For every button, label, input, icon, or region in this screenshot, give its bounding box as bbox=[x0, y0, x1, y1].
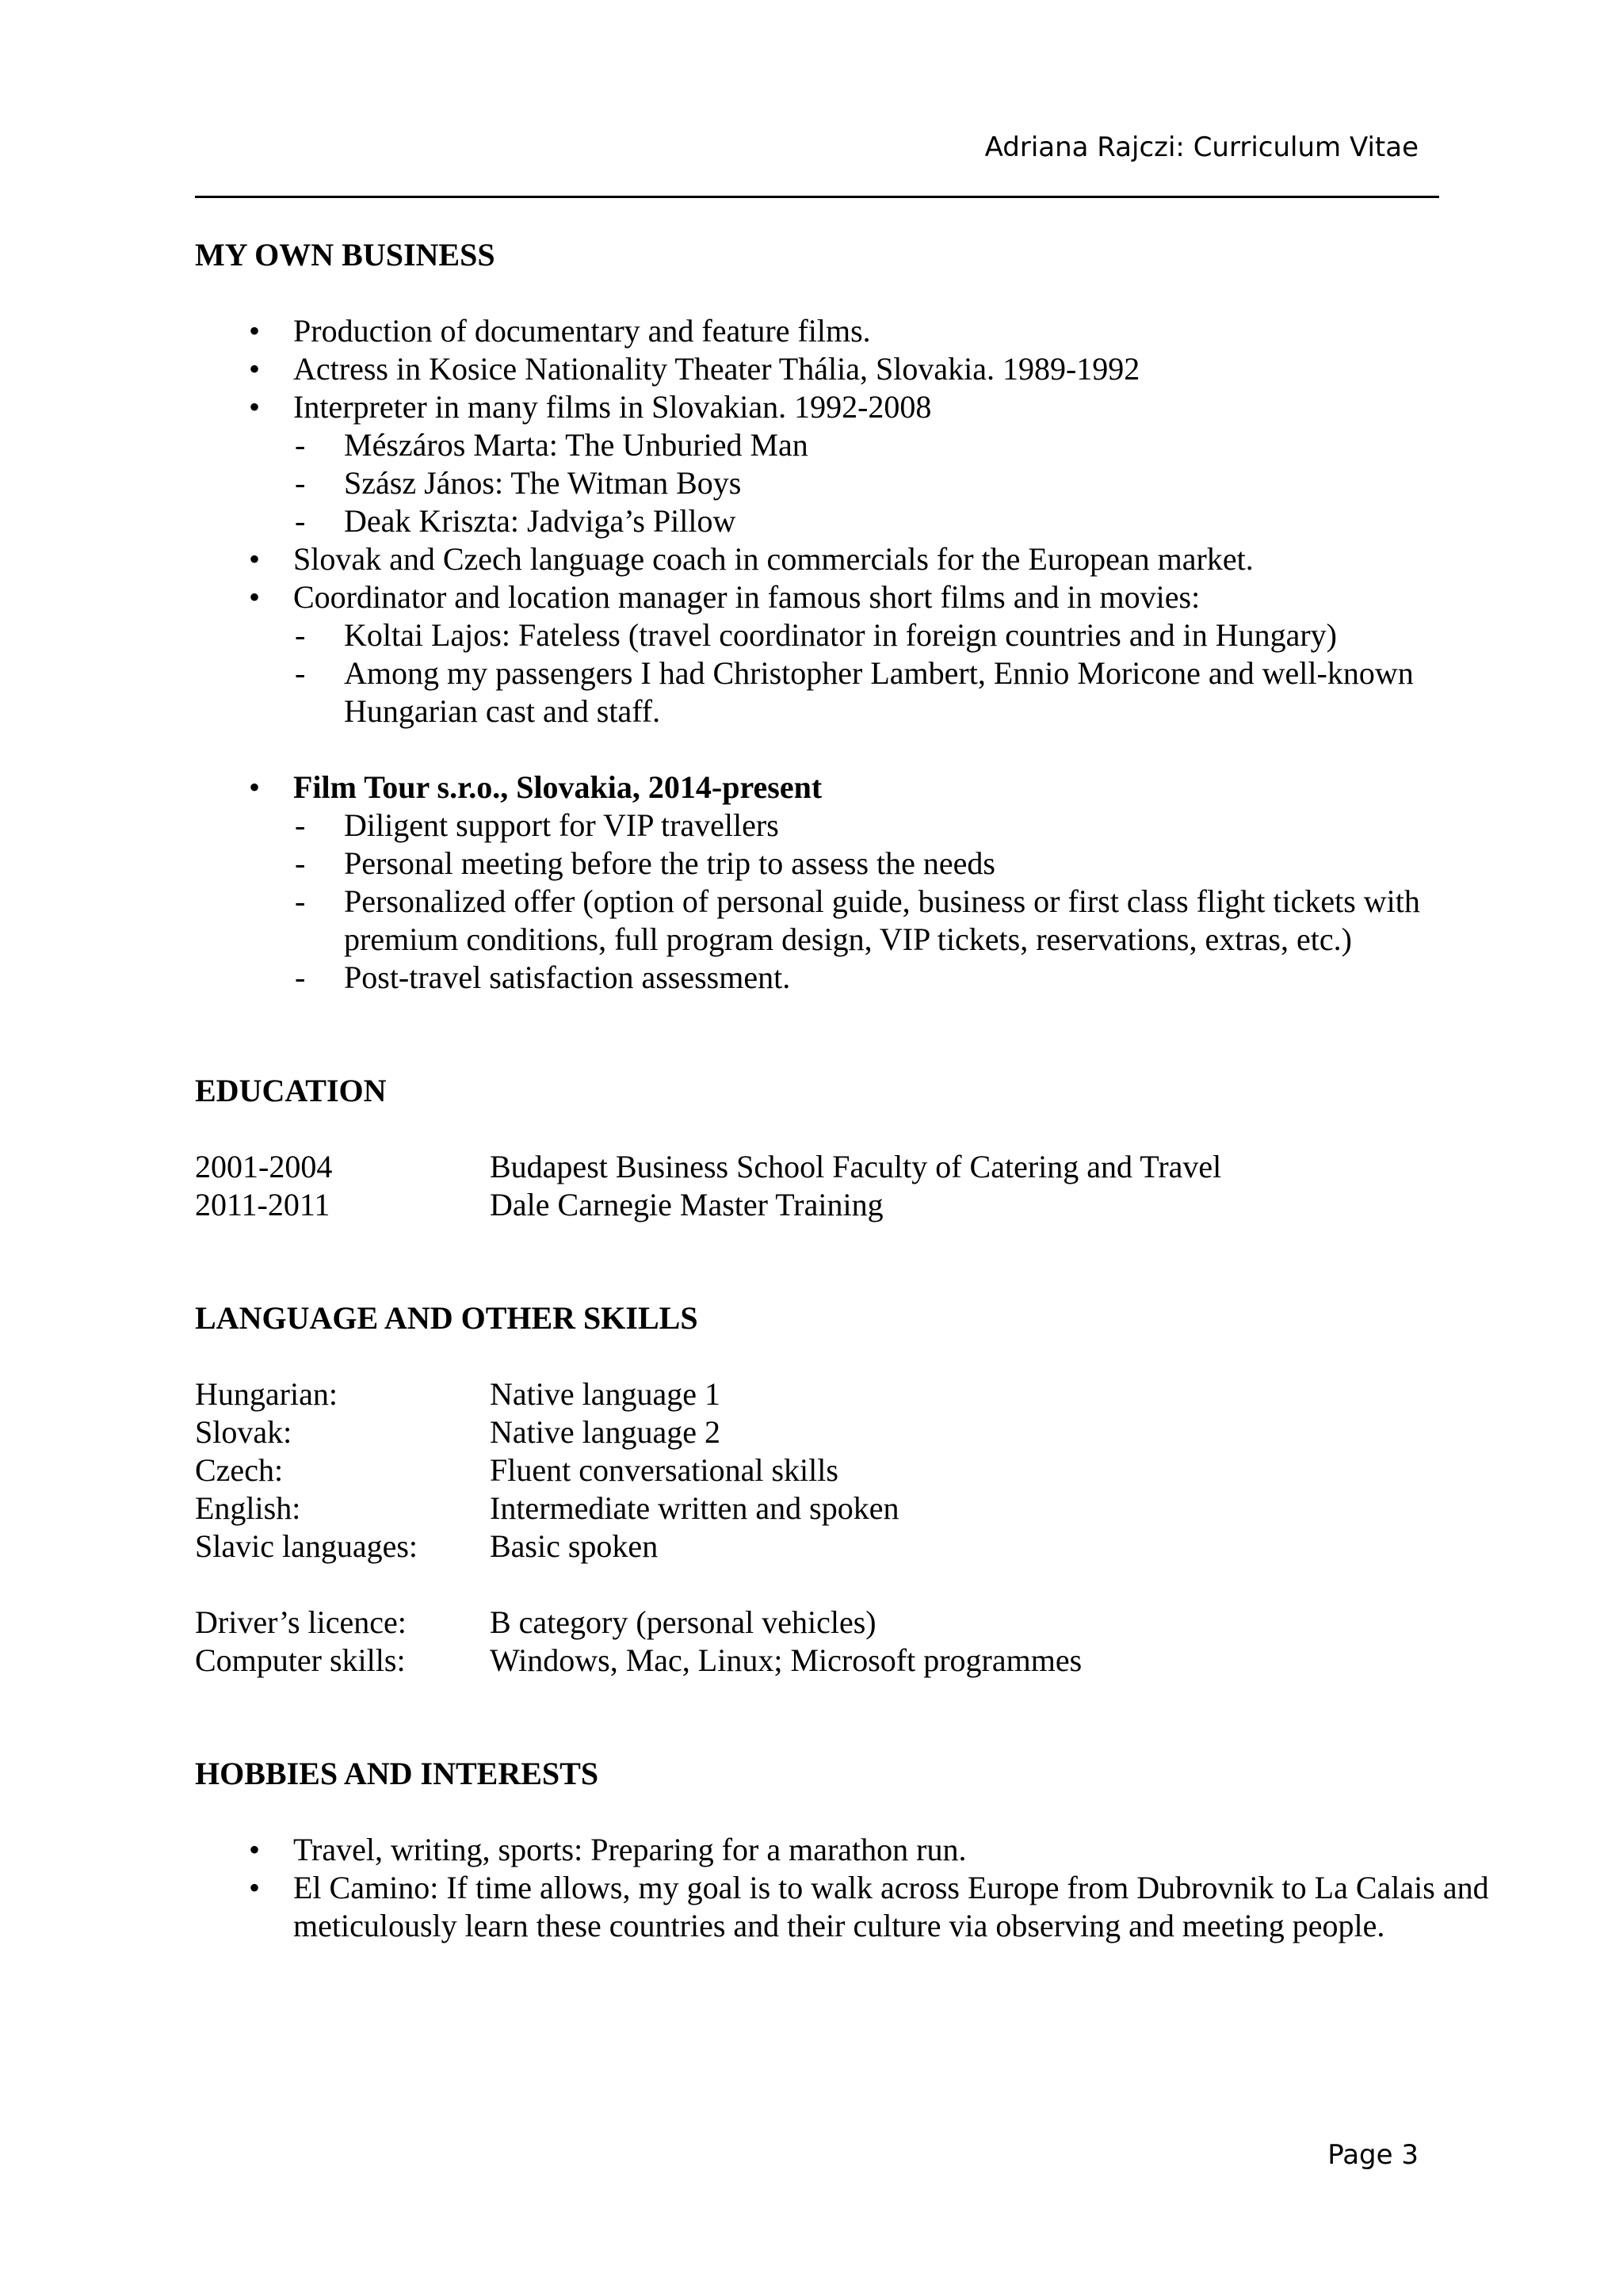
page-number: Page 3 bbox=[1327, 2139, 1419, 2171]
list-item: • Slovak and Czech language coach in commercials for the European market. bbox=[195, 540, 1495, 578]
list-item bbox=[195, 769, 1495, 997]
sub-list-item: - Szász János: The Witman Boys bbox=[293, 464, 1495, 502]
film-tour-list bbox=[195, 769, 1495, 997]
sub-list-item: - Post-travel satisfaction assessment. bbox=[293, 959, 1495, 997]
sub-list-item: - Among my passengers I had Christopher Lambert, Ennio Moricone and well-known Hungarian cast and staff. bbox=[293, 654, 1495, 730]
sub-list-item: - Diligent support for VIP travellers bbox=[293, 807, 1495, 845]
education-row: 2011-2011 Dale Carnegie Master Training bbox=[195, 1187, 884, 1222]
sub-list bbox=[293, 616, 1495, 730]
section-title-skills: LANGUAGE AND OTHER SKILLS bbox=[195, 1300, 698, 1336]
list-item: • Production of documentary and feature films. bbox=[195, 312, 1495, 350]
sub-list bbox=[293, 807, 1495, 997]
document-body bbox=[195, 236, 1495, 1945]
section-title-education: EDUCATION bbox=[195, 1073, 387, 1108]
section-title-business: MY OWN BUSINESS bbox=[195, 237, 495, 273]
sub-list bbox=[293, 426, 1495, 540]
language-row: Hungarian: Native language 1 bbox=[195, 1376, 720, 1412]
list-item: • Actress in Kosice Nationality Theater Thália, Slovakia. 1989-1992 bbox=[195, 350, 1495, 388]
sub-list-item: - Personalized offer (option of personal guide, business or first class flight tickets with premium conditions, full program design, VIP tickets, reservations, extras, etc.) bbox=[293, 883, 1495, 959]
language-row: Slovak: Native language 2 bbox=[195, 1414, 720, 1450]
skill-row: Driver’s licence: B category (personal vehicles) bbox=[195, 1604, 876, 1640]
header-divider bbox=[195, 196, 1439, 198]
language-row: Slavic languages: Basic spoken bbox=[195, 1528, 659, 1564]
page-header: Adriana Rajczi: Curriculum Vitae bbox=[984, 132, 1419, 163]
sub-list-item: - Mészáros Marta: The Unburied Man bbox=[293, 426, 1495, 464]
skill-row: Computer skills: Windows, Mac, Linux; Microsoft programmes bbox=[195, 1642, 1083, 1678]
language-row: English: Intermediate written and spoken bbox=[195, 1490, 899, 1526]
section-title-hobbies: HOBBIES AND INTERESTS bbox=[195, 1756, 599, 1791]
sub-list-item: - Koltai Lajos: Fateless (travel coordinator in foreign countries and in Hungary) bbox=[293, 616, 1495, 654]
sub-list-item: - Deak Kriszta: Jadviga’s Pillow bbox=[293, 502, 1495, 540]
language-row: Czech: Fluent conversational skills bbox=[195, 1452, 838, 1488]
list-item: • Interpreter in many films in Slovakian. 1992-2008 - Mészáros Marta: The Unburied Man - Szász János: The Witman Boys - Deak Kriszta: Jadviga’s Pillow bbox=[195, 388, 1495, 540]
list-item: • El Camino: If time allows, my goal is to walk across Europe from Dubrovnik to La Calais and meticulously learn these countries and their culture via observing and meeting people. bbox=[195, 1869, 1495, 1945]
film-tour-heading: Film Tour s.r.o., Slovakia, 2014-present bbox=[293, 769, 823, 805]
sub-list-item: - Personal meeting before the trip to assess the needs bbox=[293, 845, 1495, 883]
list-item: • Travel, writing, sports: Preparing for a marathon run. bbox=[195, 1831, 1495, 1869]
list-item: • Coordinator and location manager in famous short films and in movies: - Koltai Lajos: Fateless (travel coordinator in foreign countries and in Hungary) - Among my passengers I had Christopher Lambert, Ennio Moricone and well-known Hungarian cast and staff. bbox=[195, 578, 1495, 730]
education-row: 2001-2004 Budapest Business School Faculty of Catering and Travel bbox=[195, 1149, 1222, 1184]
business-list bbox=[195, 312, 1495, 730]
hobbies-list bbox=[195, 1831, 1495, 1945]
